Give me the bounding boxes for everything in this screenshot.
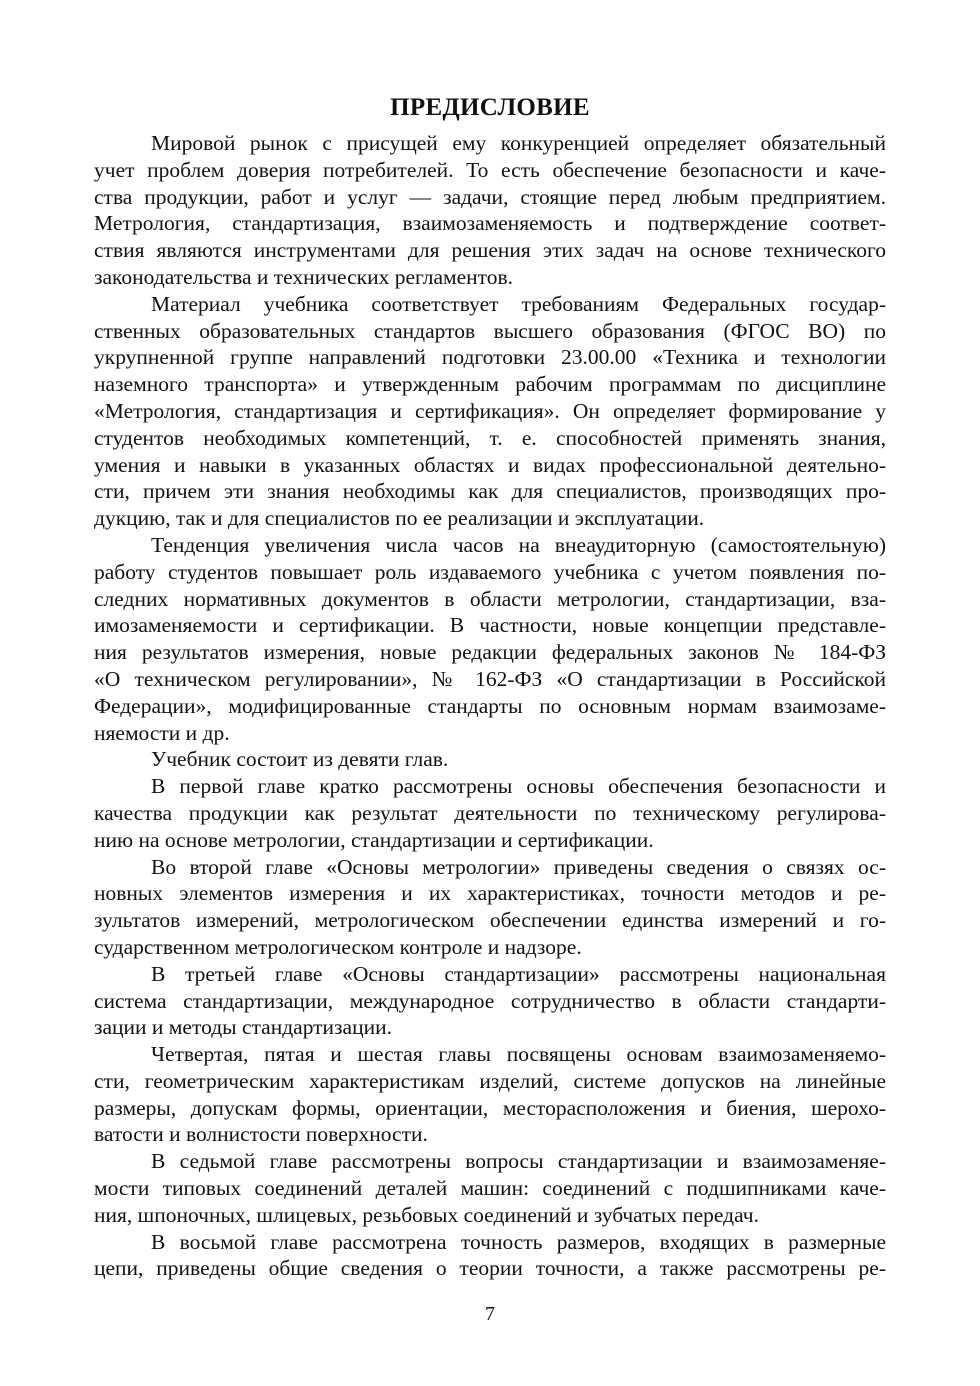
document-body [94,130,886,1282]
paragraph [94,291,886,532]
paragraph [94,532,886,746]
paragraph-line: дукцию, так и для специалистов по ее реализации и эксплуатации. [94,506,705,531]
paragraph-line: Учебник состоит из девяти глав. [151,747,449,772]
paragraph-line: качества продукции как результат деятельности по техническому регулирова- [94,800,886,825]
paragraph-line: ния результатов измерения, новые редакции федеральных законов № 184-ФЗ [94,640,886,665]
paragraph-line: сти, геометрическим характеристикам изделий, системе допусков на линейные [94,1068,886,1093]
document-page [94,90,886,1282]
paragraph-line: сударственном метрологическом контроле и надзоре. [94,934,582,959]
page-title: ПРЕДИСЛОВИЕ [390,94,590,121]
paragraph-line: новных элементов измерения и их характеристиках, точности методов и ре- [94,881,886,906]
paragraph-line: размеры, допускам формы, ориентации, месторасположения и биения, шерохо- [94,1095,886,1120]
paragraph-line: Мировой рынок с присущей ему конкуренцией определяет обязательный [151,131,886,155]
paragraph-line: мости типовых соединений деталей машин: соединений с подшипниками каче- [94,1176,886,1201]
paragraph [94,130,886,291]
paragraph-line: ства продукции, работ и услуг — задачи, стоящие перед любым предприятием. [94,184,886,209]
paragraph-line: цепи, приведены общие сведения о теории точности, а также рассмотрены ре- [94,1256,886,1281]
paragraph-line: Тенденция увеличения числа часов на внеаудиторную (самостоятельную) [151,532,886,557]
paragraph-line: В восьмой главе рассмотрена точность размеров, входящих в размерные [151,1229,886,1254]
paragraph-line: Четвертая, пятая и шестая главы посвящены основам взаимозаменяемо- [151,1042,886,1067]
paragraph-line: няемости и др. [94,720,230,745]
paragraph-line: система стандартизации, международное сотрудничество в области стандарти- [94,988,886,1013]
paragraph-line: зультатов измерений, метрологическом обеспечении единства измерений и го- [94,908,886,933]
paragraph-line: студентов необходимых компетенций, т. е. способностей применять знания, [94,425,886,450]
paragraph-line: следних нормативных документов в области метрологии, стандартизации, вза- [94,586,886,611]
page-number: 7 [485,1303,495,1325]
paragraph-line: В первой главе кратко рассмотрены основы обеспечения безопасности и [151,774,886,799]
paragraph [94,1041,886,1148]
paragraph-line: Федерации», модифицированные стандарты по основным нормам взаимозаме- [94,693,886,718]
paragraph [94,773,886,853]
paragraph-line: В третьей главе «Основы стандартизации» рассмотрены национальная [151,961,886,986]
paragraph-line: В седьмой главе рассмотрены вопросы стандартизации и взаимозаменяе- [151,1149,886,1174]
paragraph-line: Материал учебника соответствует требованиям Федеральных государ- [151,291,886,316]
paragraph [94,961,886,1041]
paragraph-line: «О техническом регулировании», № 162-ФЗ «О стандартизации в Российской [94,666,886,691]
paragraph-line: законодательства и технических регламентов. [94,264,514,289]
paragraph-line: ствия являются инструментами для решения этих задач на основе технического [94,238,886,263]
paragraph-line: укрупненной группе направлений подготовки 23.00.00 «Техника и технологии [94,345,886,370]
paragraph-line: наземного транспорта» и утвержденным рабочим программам по дисциплине [94,372,886,397]
paragraph [94,854,886,961]
paragraph-line: учет проблем доверия потребителей. То есть обеспечение безопасности и каче- [94,157,886,182]
paragraph [94,1229,886,1283]
paragraph-line: ватости и волнистости поверхности. [94,1122,428,1147]
paragraph-line: «Метрология, стандартизация и сертификация». Он определяет формирование у [94,398,886,423]
paragraph-line: ния, шпоночных, шлицевых, резьбовых соединений и зубчатых передач. [94,1202,759,1227]
paragraph [94,1148,886,1228]
paragraph-line: зации и методы стандартизации. [94,1015,392,1040]
paragraph-line: Метрология, стандартизация, взаимозаменяемость и подтверждение соответ- [94,211,886,236]
paragraph-line: умения и навыки в указанных областях и видах профессиональной деятельно- [94,452,886,477]
paragraph [94,746,886,773]
paragraph-line: сти, причем эти знания необходимы как для специалистов, производящих про- [94,479,886,504]
paragraph-line: ственных образовательных стандартов высшего образования (ФГОС ВО) по [94,318,886,343]
paragraph-line: работу студентов повышает роль издаваемого учебника с учетом появления по- [94,559,886,584]
paragraph-line: нию на основе метрологии, стандартизации и сертификации. [94,827,654,852]
paragraph-line: Во второй главе «Основы метрологии» приведены сведения о связях ос- [151,854,886,879]
paragraph-line: имозаменяемости и сертификации. В частности, новые концепции представле- [94,613,886,638]
